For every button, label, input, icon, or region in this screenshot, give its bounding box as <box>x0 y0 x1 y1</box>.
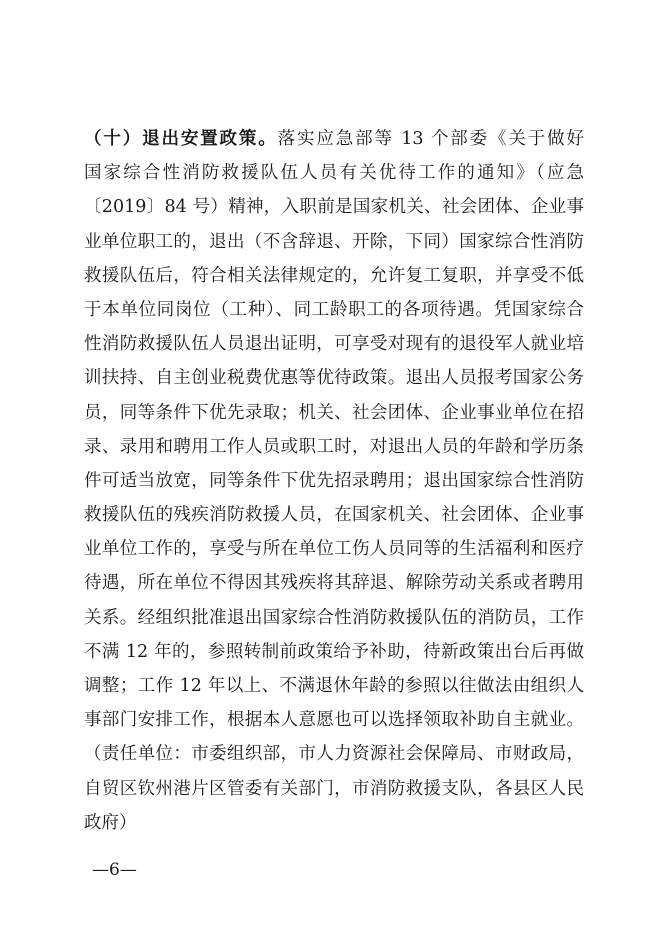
paragraph-line-16: 不满 12 年的，参照转制前政策给予补助，待新政策出台后再做 <box>84 641 584 662</box>
paragraph-line-7: 性消防救援队伍人员退出证明，可享受对现有的退役军人就业培 <box>84 334 584 355</box>
section-heading: （十）退出安置政策。 <box>84 129 278 149</box>
paragraph-line-11: 件可适当放宽，同等条件下优先招录聘用；退出国家综合性消防 <box>84 470 584 491</box>
paragraph-line-2: 国家综合性消防救援队伍人员有关优待工作的通知》（应急 <box>84 163 584 184</box>
paragraph-line-1 <box>84 122 584 156</box>
paragraph-line-3: 〔2019〕84 号）精神，入职前是国家机关、社会团体、企业事 <box>84 197 584 218</box>
line-text: 落实应急部等 13 个部委《关于做好 <box>277 129 584 149</box>
paragraph-line-12: 救援队伍的残疾消防救援人员，在国家机关、社会团体、企业事 <box>84 505 584 526</box>
paragraph-line-8: 训扶持、自主创业税费优惠等优待政策。退出人员报考国家公务 <box>84 368 584 389</box>
paragraph-line-20: 自贸区钦州港片区管委有关部门，市消防救援支队，各县区人民 <box>84 778 584 799</box>
paragraph-line-5: 救援队伍后，符合相关法律规定的，允许复工复职，并享受不低 <box>84 265 584 286</box>
paragraph-line-18: 事部门安排工作，根据本人意愿也可以选择领取补助自主就业。 <box>84 710 584 731</box>
paragraph-line-15: 关系。经组织批准退出国家综合性消防救援队伍的消防员，工作 <box>84 607 584 628</box>
paragraph-line-19: （责任单位：市委组织部，市人力资源社会保障局、市财政局， <box>84 744 584 765</box>
paragraph-line-14: 待遇，所在单位不得因其残疾将其辞退、解除劳动关系或者聘用 <box>84 573 584 594</box>
paragraph-line-4: 业单位职工的，退出（不含辞退、开除，下同）国家综合性消防 <box>84 231 584 252</box>
page-number: —6— <box>92 860 137 880</box>
paragraph-line-21: 政府） <box>84 812 137 833</box>
paragraph-line-13: 业单位工作的，享受与所在单位工伤人员同等的生活福利和医疗 <box>84 539 584 560</box>
paragraph-line-9: 员，同等条件下优先录取；机关、社会团体、企业事业单位在招 <box>84 402 584 423</box>
paragraph-line-6: 于本单位同岗位（工种）、同工龄职工的各项待遇。凭国家综合 <box>84 299 584 320</box>
paragraph-line-17: 调整；工作 12 年以上、不满退休年龄的参照以往做法由组织人 <box>84 676 584 696</box>
policy-paragraph <box>84 122 584 840</box>
paragraph-line-10: 录、录用和聘用工作人员或职工时，对退出人员的年龄和学历条 <box>84 436 584 457</box>
